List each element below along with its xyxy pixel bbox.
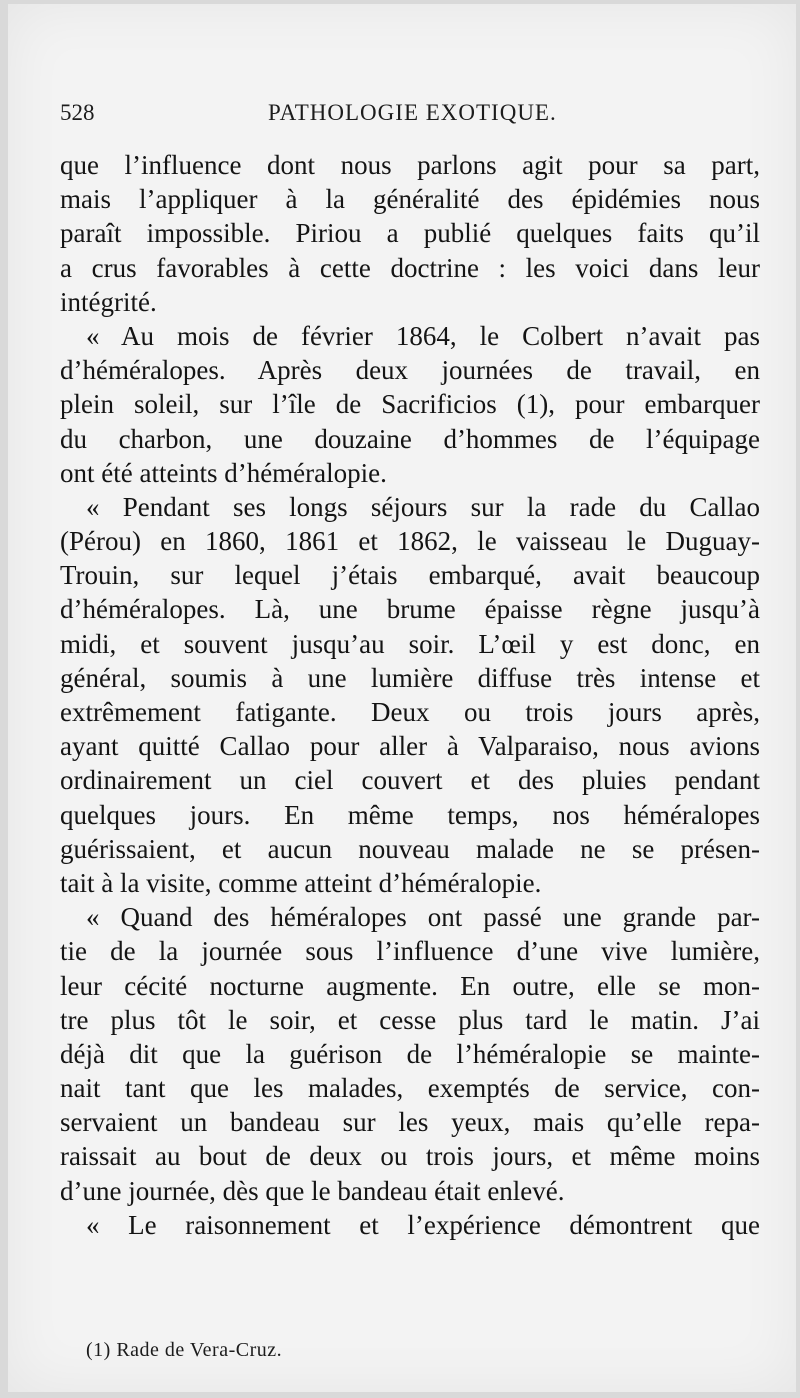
text-line: plein soleil, sur l’île de Sacrificios (1), pour embarquer: [60, 389, 760, 420]
text-line: midi, et souvent jusqu’au soir. L’œil y est donc, en: [60, 628, 760, 659]
text-line: (Pérou) en 1860, 1861 et 1862, le vaisseau le Duguay-: [60, 526, 760, 557]
running-title: PATHOLOGIE EXOTIQUE.: [268, 100, 557, 125]
text-line: du charbon, une douzaine d’hommes de l’équipage: [60, 423, 760, 454]
text-line: « Quand des héméralopes ont passé une grande par-: [86, 902, 760, 933]
text-line: leur cécité nocturne augmente. En outre, elle se mon-: [60, 970, 760, 1001]
text-line: « Le raisonnement et l’expérience démontrent que: [86, 1209, 760, 1240]
text-line: ont été atteints d’héméralopie.: [60, 457, 387, 488]
text-line: tait à la visite, comme atteint d’héméralopie.: [60, 867, 542, 898]
body-text: [60, 148, 760, 1242]
text-line: tre plus tôt le soir, et cesse plus tard le matin. J’ai: [60, 1004, 760, 1035]
text-line: servaient un bandeau sur les yeux, mais qu’elle repa-: [60, 1107, 760, 1138]
text-line: Trouin, sur lequel j’étais embarqué, avait beaucoup: [60, 560, 760, 591]
text-line: a crus favorables à cette doctrine : les voici dans leur: [60, 252, 760, 283]
page-number: 528: [60, 100, 95, 125]
text-line: intégrité.: [60, 286, 157, 317]
text-line: tie de la journée sous l’influence d’une vive lumière,: [60, 936, 760, 967]
text-line: nait tant que les malades, exemptés de service, con-: [60, 1073, 760, 1104]
text-line: mais l’appliquer à la généralité des épidémies nous: [60, 184, 760, 215]
text-line: quelques jours. En même temps, nos héméralopes: [60, 799, 760, 830]
text-line: ayant quitté Callao pour aller à Valparaiso, nous avions: [60, 731, 760, 762]
text-line: extrêmement fatigante. Deux ou trois jours après,: [60, 697, 760, 727]
text-line: « Pendant ses longs séjours sur la rade du Callao: [86, 491, 760, 522]
text-line: d’héméralopes. Là, une brume épaisse règne jusqu’à: [60, 594, 760, 625]
running-head: [60, 100, 760, 132]
text-line: ordinairement un ciel couvert et des pluies pendant: [60, 765, 760, 796]
book-page: [8, 4, 796, 1392]
text-line: d’une journée, dès que le bandeau était enlevé.: [60, 1175, 565, 1206]
footnote: (1) Rade de Vera-Cruz.: [86, 1339, 283, 1361]
text-line: paraît impossible. Piriou a publié quelques faits qu’il: [60, 218, 760, 249]
text-line: « Au mois de février 1864, le Colbert n’avait pas: [86, 320, 760, 351]
text-line: raissait au bout de deux ou trois jours, et même moins: [60, 1141, 760, 1172]
text-line: déjà dit que la guérison de l’héméralopie se mainte-: [60, 1038, 760, 1069]
text-line: d’héméralopes. Après deux journées de travail, en: [60, 355, 760, 386]
text-line: que l’influence dont nous parlons agit pour sa part,: [60, 150, 760, 180]
text-line: guérissaient, et aucun nouveau malade ne se présen-: [60, 833, 760, 864]
text-line: général, soumis à une lumière diffuse très intense et: [60, 662, 760, 693]
